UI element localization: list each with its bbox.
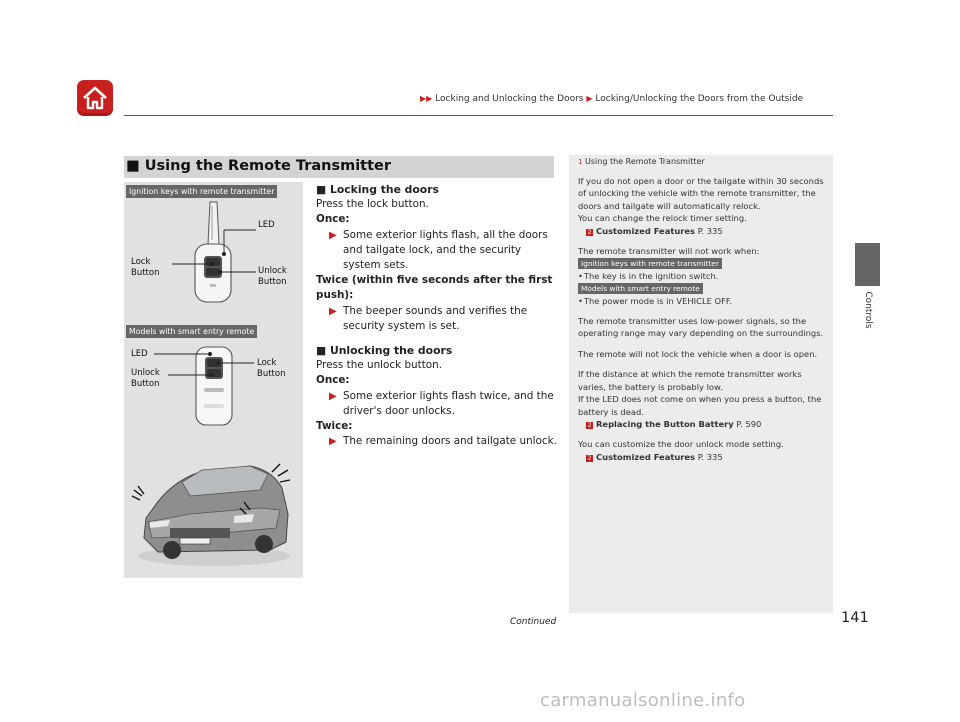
note-paragraph: The remote transmitter will not work when: [578,246,760,257]
unlocking-once-label: Once: [316,374,350,387]
unlocking-twice-text: ▶ The remaining doors and tailgate unlock. [329,435,557,448]
note-bullet: • The key is in the ignition switch. [578,270,828,282]
breadcrumb-item[interactable]: Locking/Unlocking the Doors from the Outside [595,94,804,104]
callout-led-bottom: LED [131,349,148,359]
note-paragraph: You can customize the door unlock mode setting. [578,439,784,450]
locking-heading: ■ Locking the doors [316,183,439,196]
note-paragraph: If the distance at which the remote transmitter works varies, the battery is probably low. [578,369,802,392]
note-tag [578,282,828,294]
locking-once-label: Once: [316,213,350,226]
side-tab-label: Controls [863,291,873,329]
unlocking-intro: Press the unlock button. [316,359,443,372]
locking-once-text: ▶ Some exterior lights flash, all the doors and tailgate lock, and the security system sets. [329,228,548,272]
callout-led-top: LED [258,220,275,230]
watermark: carmanualsonline.info [540,690,746,711]
breadcrumb [420,94,803,104]
header-divider [124,115,833,116]
breadcrumb-arrow-icon: ▶▶ [420,94,433,103]
car-illustration [130,452,298,572]
figure-label-keys: Ignition keys with remote transmitter [126,185,277,198]
note-tag [578,257,828,269]
note-tag-keys: Ignition keys with remote transmitter [578,258,722,269]
locking-twice-text: ▶ The beeper sounds and verifies the security system is set. [329,304,528,332]
note-heading: 1 Using the Remote Transmitter [578,157,705,166]
note-xref[interactable]: 2 Replacing the Button Battery P. 590 [587,418,762,429]
breadcrumb-item[interactable]: Locking and Unlocking the Doors [435,94,584,104]
figure-panel [124,182,303,578]
note-body [578,175,828,463]
callout-lock-bottom: Lock Button [257,358,286,379]
callout-lock-top: Lock Button [131,257,160,278]
locking-intro: Press the lock button. [316,198,429,211]
home-button[interactable] [77,80,113,116]
xref-icon: 2 [587,228,592,236]
unlocking-twice-label: Twice: [316,420,353,433]
note-bullet: • The power mode is in VEHICLE OFF. [578,295,828,307]
home-icon [77,80,113,116]
note-icon: 1 [578,158,583,166]
note-xref[interactable]: 2 Customized Features P. 335 [587,225,723,236]
note-paragraph: If you do not open a door or the tailgate within 30 seconds of unlocking the vehicle with the remote transmitter, the doors and tailgate will automatically relock. [578,176,824,211]
page-number: 141 [841,610,869,626]
locking-twice-label: Twice (within five seconds after the first push): [316,274,553,302]
section-title: ■ Using the Remote Transmitter [126,158,392,174]
main-body [316,182,561,449]
section-square-icon: ■ [126,158,140,174]
note-paragraph: The remote transmitter uses low-power signals, so the operating range may vary depending on the surroundings. [578,316,824,339]
note-paragraph: You can change the relock timer setting. [578,213,747,224]
unlocking-heading: ■ Unlocking the doors [316,344,453,358]
note-paragraph: If the LED does not come on when you press a button, the battery is dead. [578,394,822,417]
breadcrumb-arrow-icon: ▶ [586,94,593,103]
note-paragraph: The remote will not lock the vehicle when a door is open. [578,348,818,359]
figure-label-smart: Models with smart entry remote [126,325,257,338]
unlocking-once-text: ▶ Some exterior lights flash twice, and the driver's door unlocks. [329,389,554,417]
xref-icon: 2 [587,421,592,429]
xref-icon: 2 [587,454,592,462]
continued-label: Continued [510,617,557,627]
callout-unlock-bottom: Unlock Button [131,368,160,389]
callout-unlock-top: Unlock Button [258,266,287,287]
note-xref[interactable]: 2 Customized Features P. 335 [587,451,723,462]
note-tag-smart: Models with smart entry remote [578,283,703,294]
